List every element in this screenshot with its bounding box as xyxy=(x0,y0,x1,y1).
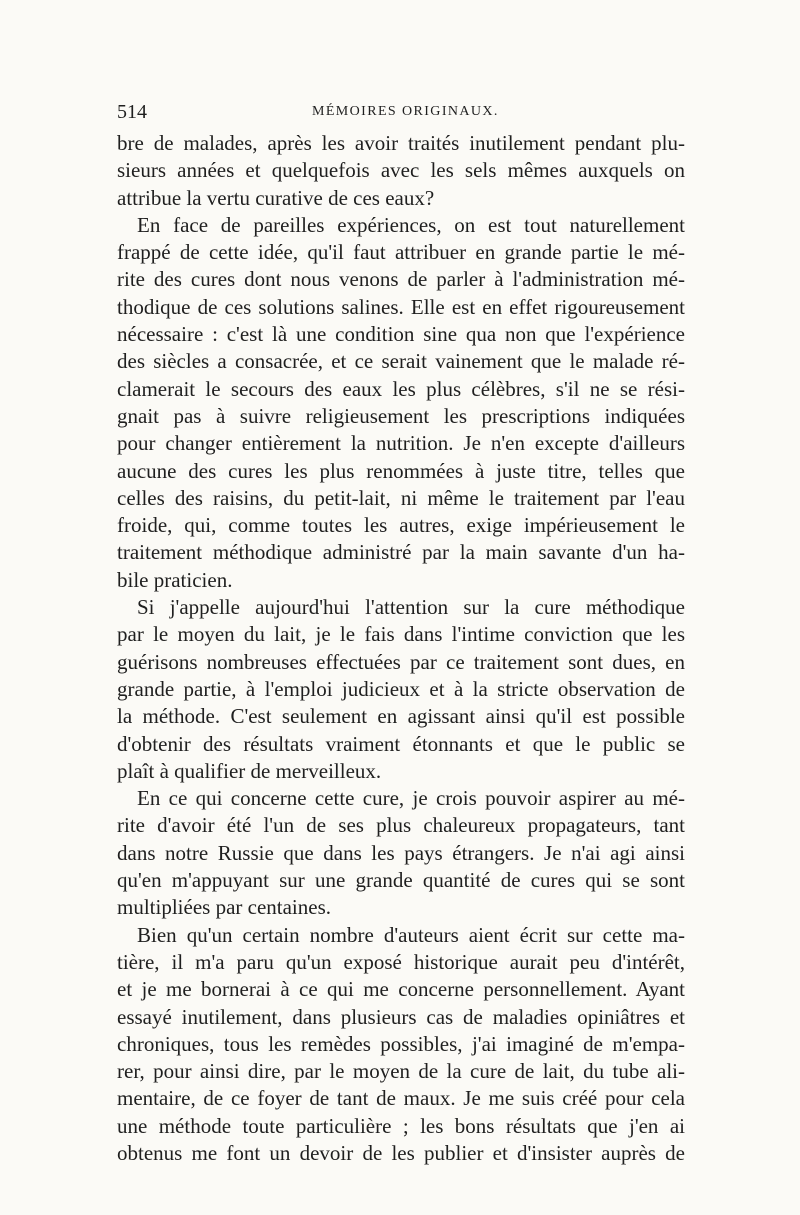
text-line: thodique de ces solutions salines. Elle est en effet rigoureusement xyxy=(117,294,685,319)
text-line: grande partie, à l'emploi judicieux et à la stricte observation de xyxy=(117,676,685,701)
text-line: guérisons nombreuses effectuées par ce traitement sont dues, en xyxy=(117,649,685,674)
page-number: 514 xyxy=(117,101,147,123)
text-line: sieurs années et quelquefois avec les sels mêmes auxquels on xyxy=(117,158,685,183)
text-line: Si j'appelle aujourd'hui l'attention sur la cure méthodique xyxy=(137,595,685,620)
text-line: par le moyen du lait, je le fais dans l'intime conviction que les xyxy=(117,622,685,647)
text-line: frappé de cette idée, qu'il faut attribuer en grande partie le mé- xyxy=(117,240,685,265)
text-line: froide, qui, comme toutes les autres, exige impérieusement le xyxy=(117,513,685,538)
text-line: et je me bornerai à ce qui me concerne personnellement. Ayant xyxy=(117,977,685,1002)
text-line: la méthode. C'est seulement en agissant ainsi qu'il est possible xyxy=(117,704,685,729)
running-head xyxy=(117,100,687,124)
text-line: tière, il m'a paru qu'un exposé historique aurait peu d'intérêt, xyxy=(117,949,685,974)
text-line: attribue la vertu curative de ces eaux? xyxy=(117,185,435,210)
text-line: gnait pas à suivre religieusement les prescriptions indiquées xyxy=(117,403,685,428)
text-line: celles des raisins, du petit-lait, ni même le traitement par l'eau xyxy=(117,485,685,510)
text-line: dans notre Russie que dans les pays étrangers. Je n'ai agi ainsi xyxy=(117,840,685,865)
text-line: mentaire, de ce foyer de tant de maux. Je me suis créé pour cela xyxy=(117,1086,685,1111)
running-title: MÉMOIRES ORIGINAUX. xyxy=(312,104,499,119)
text-line: une méthode toute particulière ; les bons résultats que j'en ai xyxy=(117,1113,685,1138)
text-line: bile praticien. xyxy=(117,567,233,592)
text-line: rite d'avoir été l'un de ses plus chaleureux propagateurs, tant xyxy=(117,813,685,838)
text-line: rer, pour ainsi dire, par le moyen de la cure de lait, du tube ali- xyxy=(117,1059,685,1084)
text-line: Bien qu'un certain nombre d'auteurs aient écrit sur cette ma- xyxy=(137,922,685,947)
body-text xyxy=(117,130,685,1167)
text-line: clamerait le secours des eaux les plus célèbres, s'il ne se rési- xyxy=(117,376,685,401)
text-line: d'obtenir des résultats vraiment étonnants et que le public se xyxy=(117,731,685,756)
text-line: pour changer entièrement la nutrition. Je n'en excepte d'ailleurs xyxy=(117,431,685,456)
text-line: nécessaire : c'est là une condition sine qua non que l'expérience xyxy=(117,322,685,347)
text-line: bre de malades, après les avoir traités inutilement pendant plu- xyxy=(117,131,685,155)
text-line: multipliées par centaines. xyxy=(117,895,332,920)
text-line: essayé inutilement, dans plusieurs cas de maladies opiniâtres et xyxy=(117,1004,685,1029)
text-line: plaît à qualifier de merveilleux. xyxy=(117,758,382,783)
text-line: rite des cures dont nous venons de parler à l'administration mé- xyxy=(117,267,685,292)
text-line: qu'en m'appuyant sur une grande quantité de cures qui se sont xyxy=(117,868,685,893)
text-line: aucune des cures les plus renommées à juste titre, telles que xyxy=(117,458,685,483)
text-line: chroniques, tous les remèdes possibles, j'ai imaginé de m'empa- xyxy=(117,1031,685,1056)
text-line: En face de pareilles expériences, on est tout naturellement xyxy=(137,212,685,237)
text-line: des siècles a consacrée, et ce serait vainement que le malade ré- xyxy=(117,349,685,374)
text-line: En ce qui concerne cette cure, je crois pouvoir aspirer au mé- xyxy=(137,786,685,811)
text-line: traitement méthodique administré par la main savante d'un ha- xyxy=(117,540,685,565)
text-line: obtenus me font un devoir de les publier et d'insister auprès de xyxy=(117,1140,685,1165)
